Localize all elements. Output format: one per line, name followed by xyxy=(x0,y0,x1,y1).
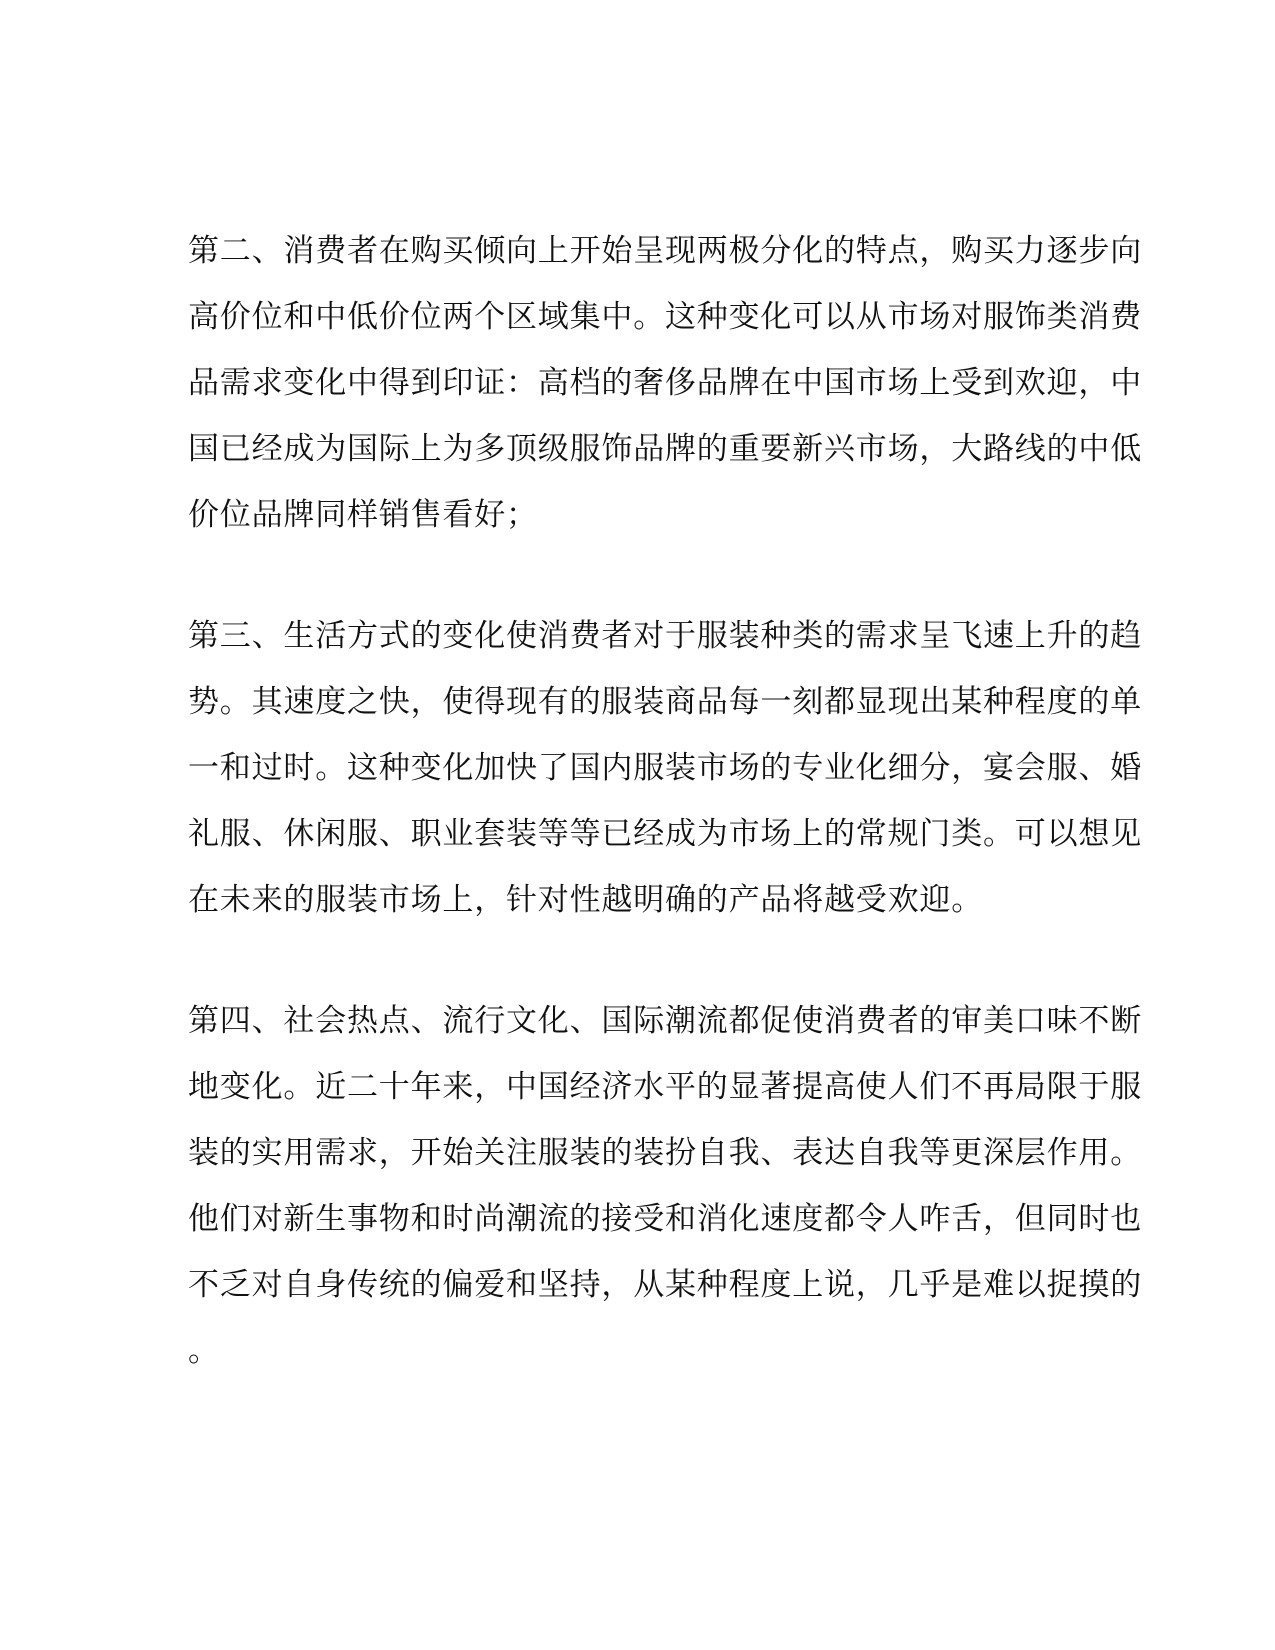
paragraph-fourth xyxy=(188,988,1142,1384)
paragraph-line: 礼服、休闲服、职业套装等等已经成为市场上的常规门类。可以想见 xyxy=(188,816,1142,852)
paragraph-line: 装的实用需求，开始关注服装的装扮自我、表达自我等更深层作用。 xyxy=(188,1135,1142,1171)
paragraph-line: 在未来的服装市场上，针对性越明确的产品将越受欢迎。 xyxy=(188,882,983,918)
paragraph-line: 高价位和中低价位两个区域集中。这种变化可以从市场对服饰类消费 xyxy=(188,299,1142,335)
paragraph-line: 第二、消费者在购买倾向上开始呈现两极分化的特点，购买力逐步向 xyxy=(188,233,1142,269)
paragraph-line: 价位品牌同样销售看好； xyxy=(188,497,538,533)
paragraph-line: 一和过时。这种变化加快了国内服装市场的专业化细分，宴会服、婚 xyxy=(188,750,1142,786)
paragraph-line: 第四、社会热点、流行文化、国际潮流都促使消费者的审美口味不断 xyxy=(188,1003,1142,1039)
paragraph-third xyxy=(188,603,1142,933)
paragraph-line: 地变化。近二十年来，中国经济水平的显著提高使人们不再局限于服 xyxy=(188,1069,1142,1105)
paragraph-line: 国已经成为国际上为多顶级服饰品牌的重要新兴市场，大路线的中低 xyxy=(188,431,1142,467)
paragraph-line: 品需求变化中得到印证：高档的奢侈品牌在中国市场上受到欢迎，中 xyxy=(188,365,1142,401)
paragraph-second xyxy=(188,218,1142,548)
paragraph-line: 第三、生活方式的变化使消费者对于服装种类的需求呈飞速上升的趋 xyxy=(188,618,1142,654)
paragraph-line: 。 xyxy=(188,1333,220,1369)
paragraph-line: 他们对新生事物和时尚潮流的接受和消化速度都令人咋舌，但同时也 xyxy=(188,1201,1142,1237)
paragraph-line: 势。其速度之快，使得现有的服装商品每一刻都显现出某种程度的单 xyxy=(188,684,1142,720)
paragraph-line: 不乏对自身传统的偏爱和坚持，从某种程度上说，几乎是难以捉摸的 xyxy=(188,1267,1142,1303)
